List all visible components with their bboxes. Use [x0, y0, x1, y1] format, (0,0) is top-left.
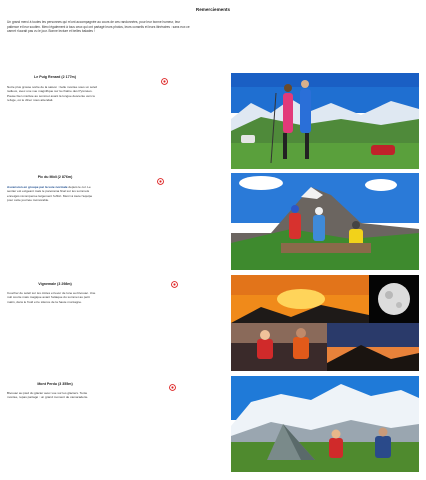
- section-title-1: Le Puig Renard (2 177m): [34, 75, 76, 79]
- section-text-1: Notre plus grosse sortie de la saison : belle montée sous un soleil radieux, avec une vue magnifique sur la chaîne des Pyrénées. Pause bien méritée au sommet avant la longue descente vers le refuge, où le dîner nous attendait.: [7, 85, 97, 103]
- section-title-2: Pic du Midi (2 876m): [37, 175, 73, 179]
- intro-text: Un grand merci à toutes les personnes qui m'ont accompagnée au cours de ces randonnées, pour leur bonne humeur, leur patience et leur soutien. Merci également à tous ceux qui ont partagé leurs photos, leurs conseils et leurs itinéraires : sans eux ce carnet n'aurait pas vu le jour. Bonne lecture et belles balades !: [7, 20, 190, 34]
- section-text-4: Bivouac au pied du glacier avec vue sur les glaciers. Tente montée, repas partagé : un grand moment de camaraderie.: [7, 391, 89, 400]
- photo-couple-summit: [231, 73, 419, 169]
- section-text-2: Ascension en groupe par la voie normale depuis le col. Le sentier est exigeant mais le panorama final sur les sommets enneigés récompense largement l'effort. Merci à toute l'équipe pour cette journée mémorable.: [7, 185, 93, 203]
- page-title: Remerciements: [195, 7, 231, 12]
- map-pin-icon[interactable]: [168, 383, 177, 392]
- section-text-3: Coucher de soleil sur les crêtes et lever de lune au bivouac. Une nuit courte mais magique avant l'attaque du sommet au petit matin, dans le froid et le silence de la haute montagne.: [7, 291, 96, 304]
- section-title-4: Mont Perdu (3 355m): [37, 382, 73, 386]
- photo-group-summit: [231, 173, 419, 270]
- photo-sunset-moon-collage: [231, 275, 419, 371]
- map-pin-icon[interactable]: [156, 177, 165, 186]
- photo-bivouac-glacier: [231, 376, 419, 472]
- map-pin-icon[interactable]: [170, 280, 179, 289]
- section-text-highlight: Ascension en groupe par la voie normale: [7, 185, 68, 189]
- section-title-3: Vignemale (3 298m): [38, 282, 72, 286]
- map-pin-icon[interactable]: [160, 77, 169, 86]
